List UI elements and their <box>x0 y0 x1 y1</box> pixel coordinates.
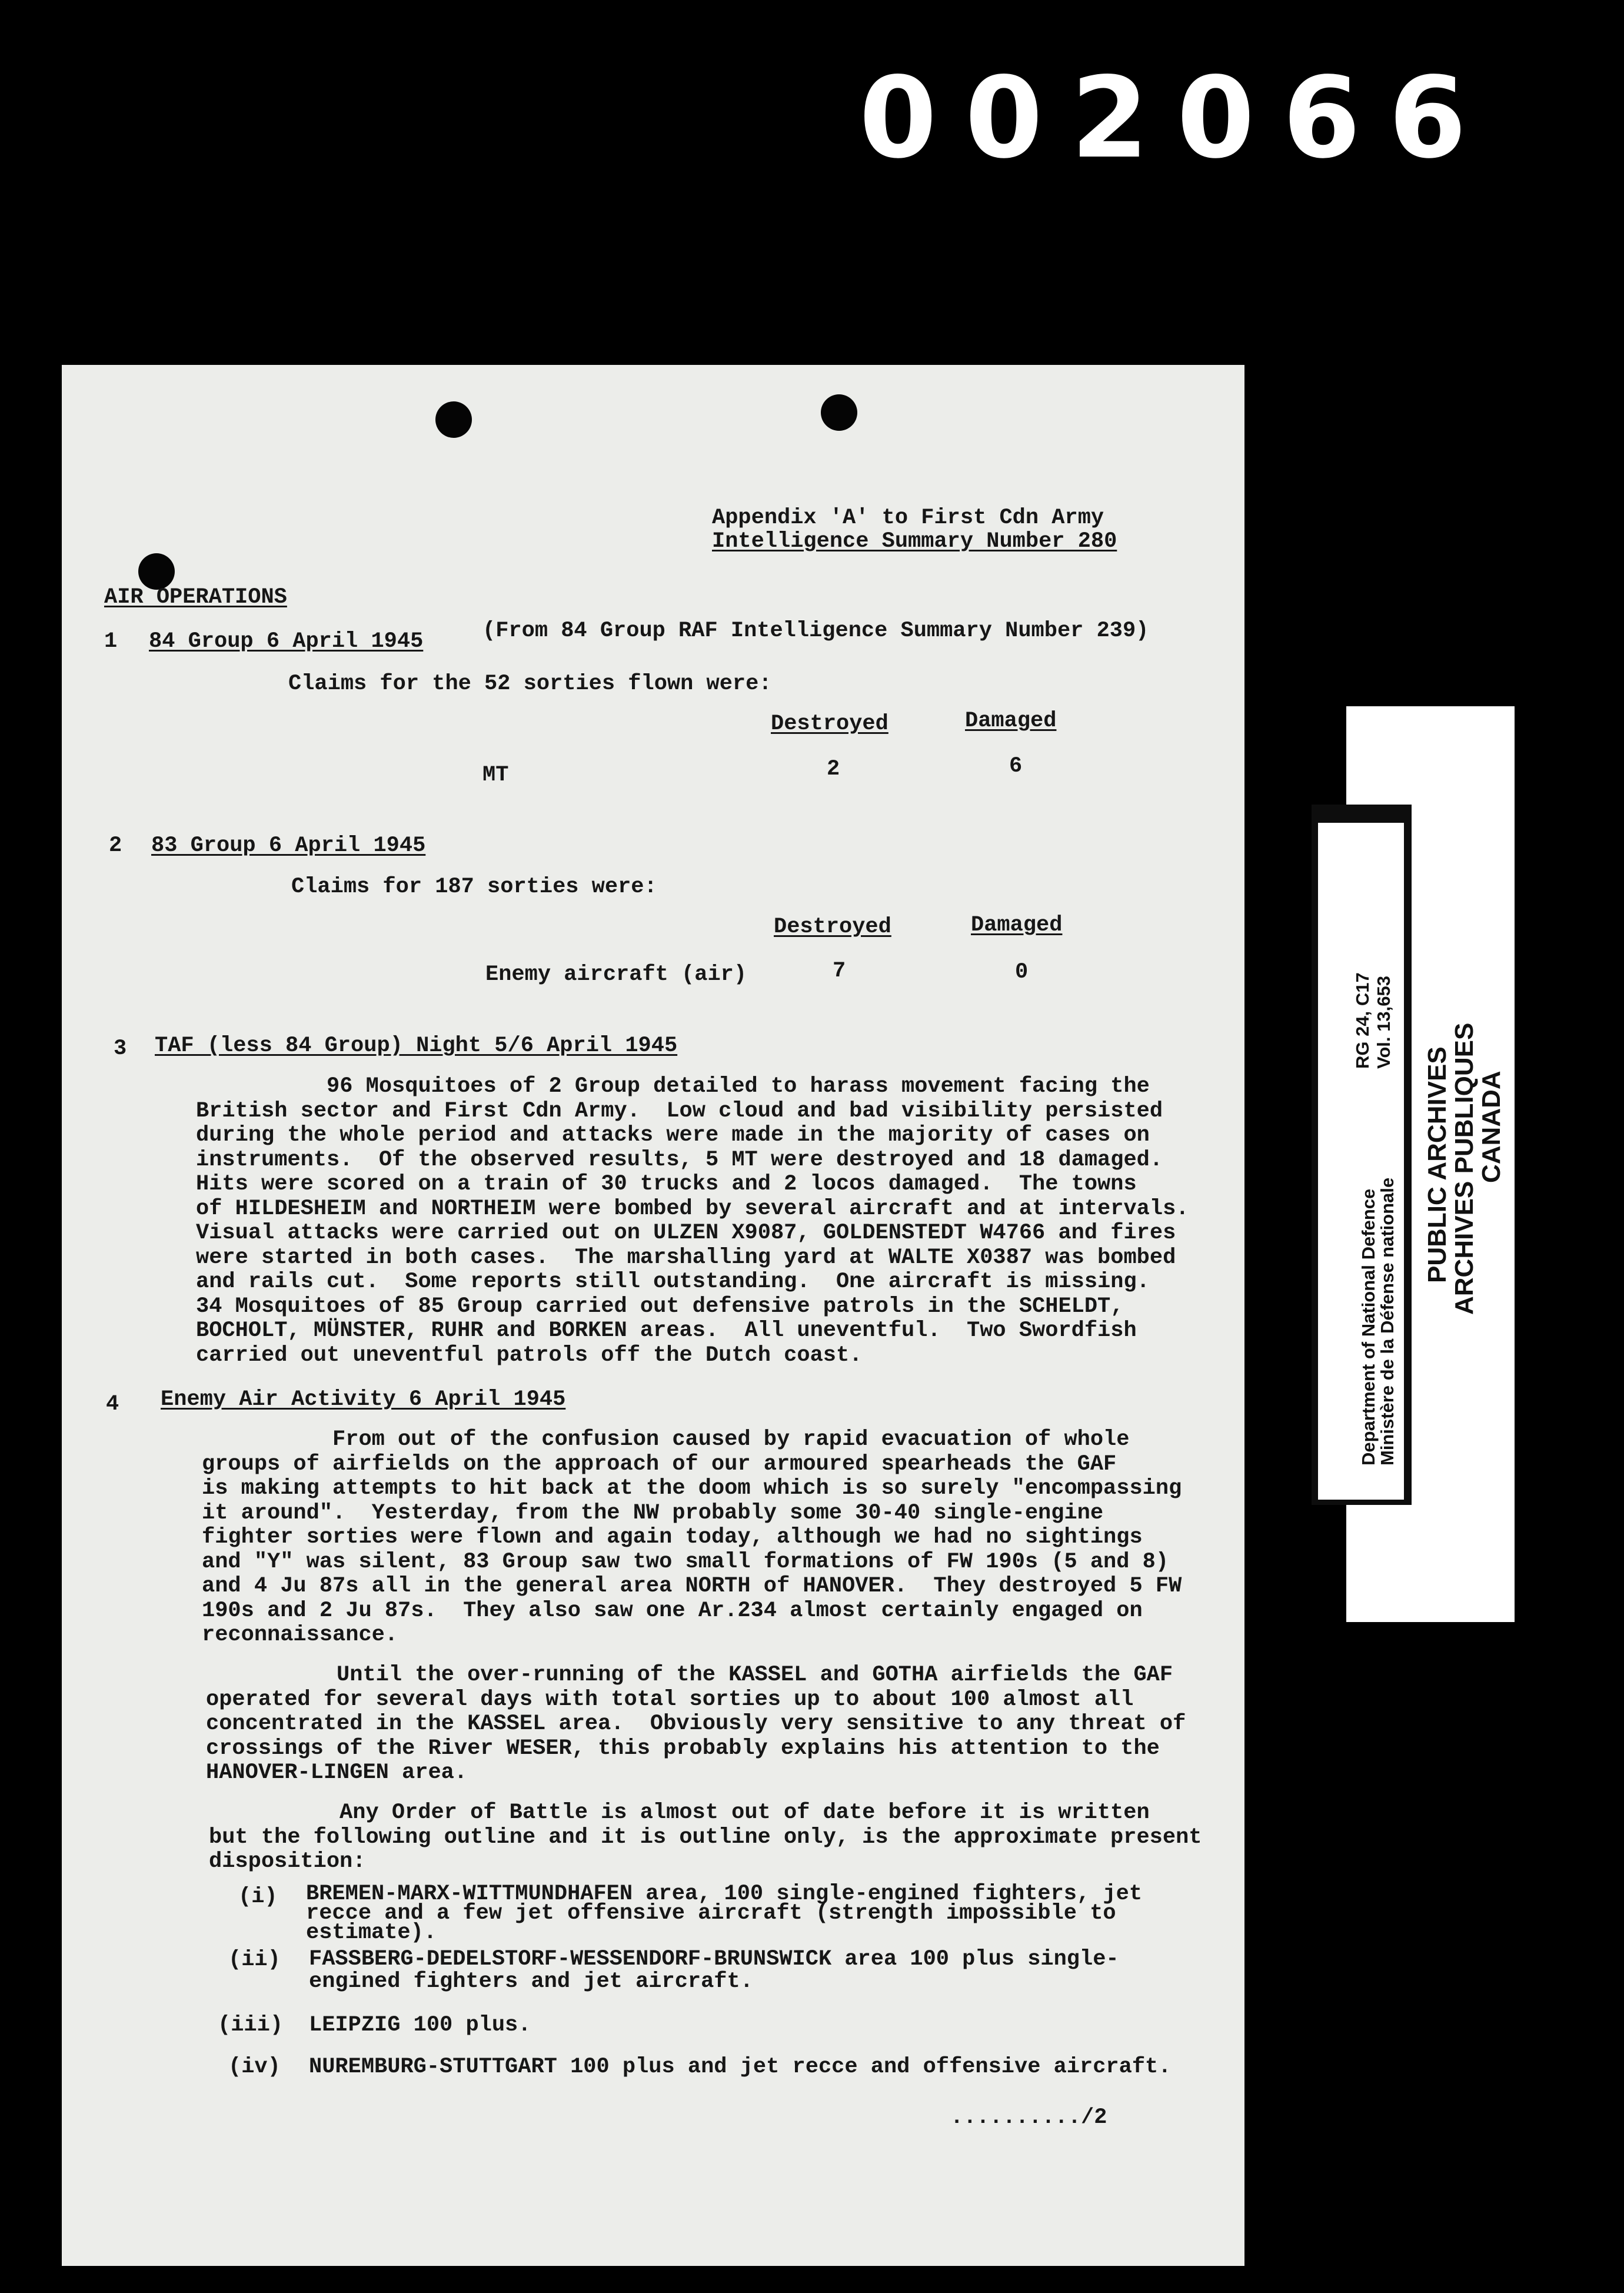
section-4-para1: From out of the confusion caused by rapid evacuation of whole groups of airfields on the approach of our armoured spearheads the GAF is making attempts to hit back at the doom which is so surely "encompassing it around". Yesterday, from the NW probably some 30-40 single-engine fighter sorties were flown and again today, although we had no sightings and "Y" was silent, 83 Group saw two small formations of FW 190s (5 and 8) and 4 Ju 87s all in the general area NORTH of HANOVER. They destroyed 5 FW 190s and 2 Ju 87s. They also saw one Ar.234 almost certainly engaged on reconnaissance. <box>202 1427 1182 1647</box>
appendix-header-line1: Appendix 'A' to First Cdn Army <box>712 506 1104 530</box>
archive-name-fr: ARCHIVES PUBLIQUES <box>1450 1022 1479 1315</box>
continuation-marker: ........../2 <box>950 2105 1107 2130</box>
section-1-number: 1 <box>104 629 118 654</box>
section-4-para2: Until the over-running of the KASSEL and GOTHA airfields the GAF operated for several days with total sorties up to about 100 almost all concentrated in the KASSEL area. Obviously very sensitive to any threat of crossings of the River WESER, this probably explains his attention to the HANOVER-LINGEN area. <box>206 1663 1186 1785</box>
list-marker: (iv) <box>228 2055 281 2079</box>
frame-digit: 0 <box>859 53 937 183</box>
section-2-col-destroyed: Destroyed <box>774 915 891 939</box>
punch-hole <box>435 401 472 438</box>
list-item-text: LEIPZIG 100 plus. <box>309 2013 531 2038</box>
list-item-text: BREMEN-MARX-WITTMUNDHAFEN area, 100 single-engined fighters, jet recce and a few jet offensive aircraft (strength impossible to estimate). <box>306 1882 1143 1945</box>
section-2-claims: Claims for 187 sorties were: <box>291 875 657 899</box>
archive-reference: RG 24, C17 <box>1352 972 1373 1069</box>
section-1-col-destroyed: Destroyed <box>771 712 888 736</box>
section-2-col-damaged: Damaged <box>971 913 1063 938</box>
archive-label-panel <box>1318 823 1404 1500</box>
list-item-text: NUREMBURG-STUTTGART 100 plus and jet recce and offensive aircraft. <box>309 2055 1172 2079</box>
section-1-row-label: MT <box>482 763 509 787</box>
section-2-heading: 83 Group 6 April 1945 <box>151 833 426 858</box>
frame-digit: 6 <box>1283 53 1361 183</box>
archive-country: CANADA <box>1477 1071 1506 1183</box>
list-marker: (iii) <box>218 2013 284 2038</box>
archive-volume: Vol. 13,653 <box>1373 976 1394 1069</box>
section-1-col-damaged: Damaged <box>965 709 1057 733</box>
punch-hole <box>821 394 857 431</box>
list-marker: (i) <box>238 1885 278 1909</box>
page-title: AIR OPERATIONS <box>104 585 287 610</box>
section-4-para3: Any Order of Battle is almost out of date before it is written but the following outline and it is outline only, is the approximate present disposition: <box>209 1800 1202 1874</box>
frame-number <box>859 53 1467 183</box>
section-3-number: 3 <box>114 1036 127 1061</box>
section-1-row-destroyed: 2 <box>827 757 840 782</box>
appendix-header-line2: Intelligence Summary Number 280 <box>712 529 1117 554</box>
punch-hole <box>138 553 175 590</box>
document-page <box>62 365 1244 2266</box>
section-4-number: 4 <box>106 1392 119 1417</box>
section-4-heading: Enemy Air Activity 6 April 1945 <box>161 1387 566 1412</box>
list-item-text: FASSBERG-DEDELSTORF-WESSENDORF-BRUNSWICK area 100 plus single- engined fighters and jet aircraft. <box>309 1947 1119 1994</box>
section-2-row-damaged: 0 <box>1015 960 1029 985</box>
section-2-row-destroyed: 7 <box>833 959 846 983</box>
section-3-text: 96 Mosquitoes of 2 Group detailed to harass movement facing the British sector and First Cdn Army. Low cloud and bad visibility persisted during the whole period and attacks were made in the majority of cases on instruments. Of the observed results, 5 MT were destroyed and 18 damaged. Hits were scored on a train of 30 trucks and 2 locos damaged. The towns of HILDESHEIM and NORTHEIM were bombed by several aircraft and at intervals. Visual attacks were carried out on ULZEN X9087, GOLDENSTEDT W4766 and fires were started in both cases. The marshalling yard at WALTE X0387 was bombed and rails cut. Some reports still outstanding. One aircraft is missing. 34 Mosquitoes of 85 Group carried out defensive patrols in the SCHELDT, BOCHOLT, MÜNSTER, RUHR and BORKEN areas. All uneventful. Two Swordfish carried out uneventful patrols off the Dutch coast. <box>196 1074 1189 1368</box>
archive-dept-fr: Ministère de la Défense nationale <box>1377 1177 1397 1465</box>
section-3-heading: TAF (less 84 Group) Night 5/6 April 1945 <box>155 1033 678 1058</box>
section-1-heading: 84 Group 6 April 1945 <box>149 629 424 654</box>
frame-digit: 0 <box>965 53 1043 183</box>
frame-digit: 0 <box>1177 53 1255 183</box>
frame-digit: 2 <box>1071 53 1149 183</box>
archive-name-en: PUBLIC ARCHIVES <box>1423 1046 1452 1283</box>
section-1-claims: Claims for the 52 sorties flown were: <box>288 672 772 696</box>
section-2-row-label: Enemy aircraft (air) <box>485 962 747 987</box>
section-1-row-damaged: 6 <box>1009 754 1023 779</box>
list-marker: (ii) <box>228 1948 281 1972</box>
section-2-number: 2 <box>109 833 122 858</box>
archive-dept-en: Department of National Defence <box>1358 1188 1379 1465</box>
frame-digit: 6 <box>1389 53 1467 183</box>
section-1-source: (From 84 Group RAF Intelligence Summary Number 239) <box>482 619 1149 643</box>
